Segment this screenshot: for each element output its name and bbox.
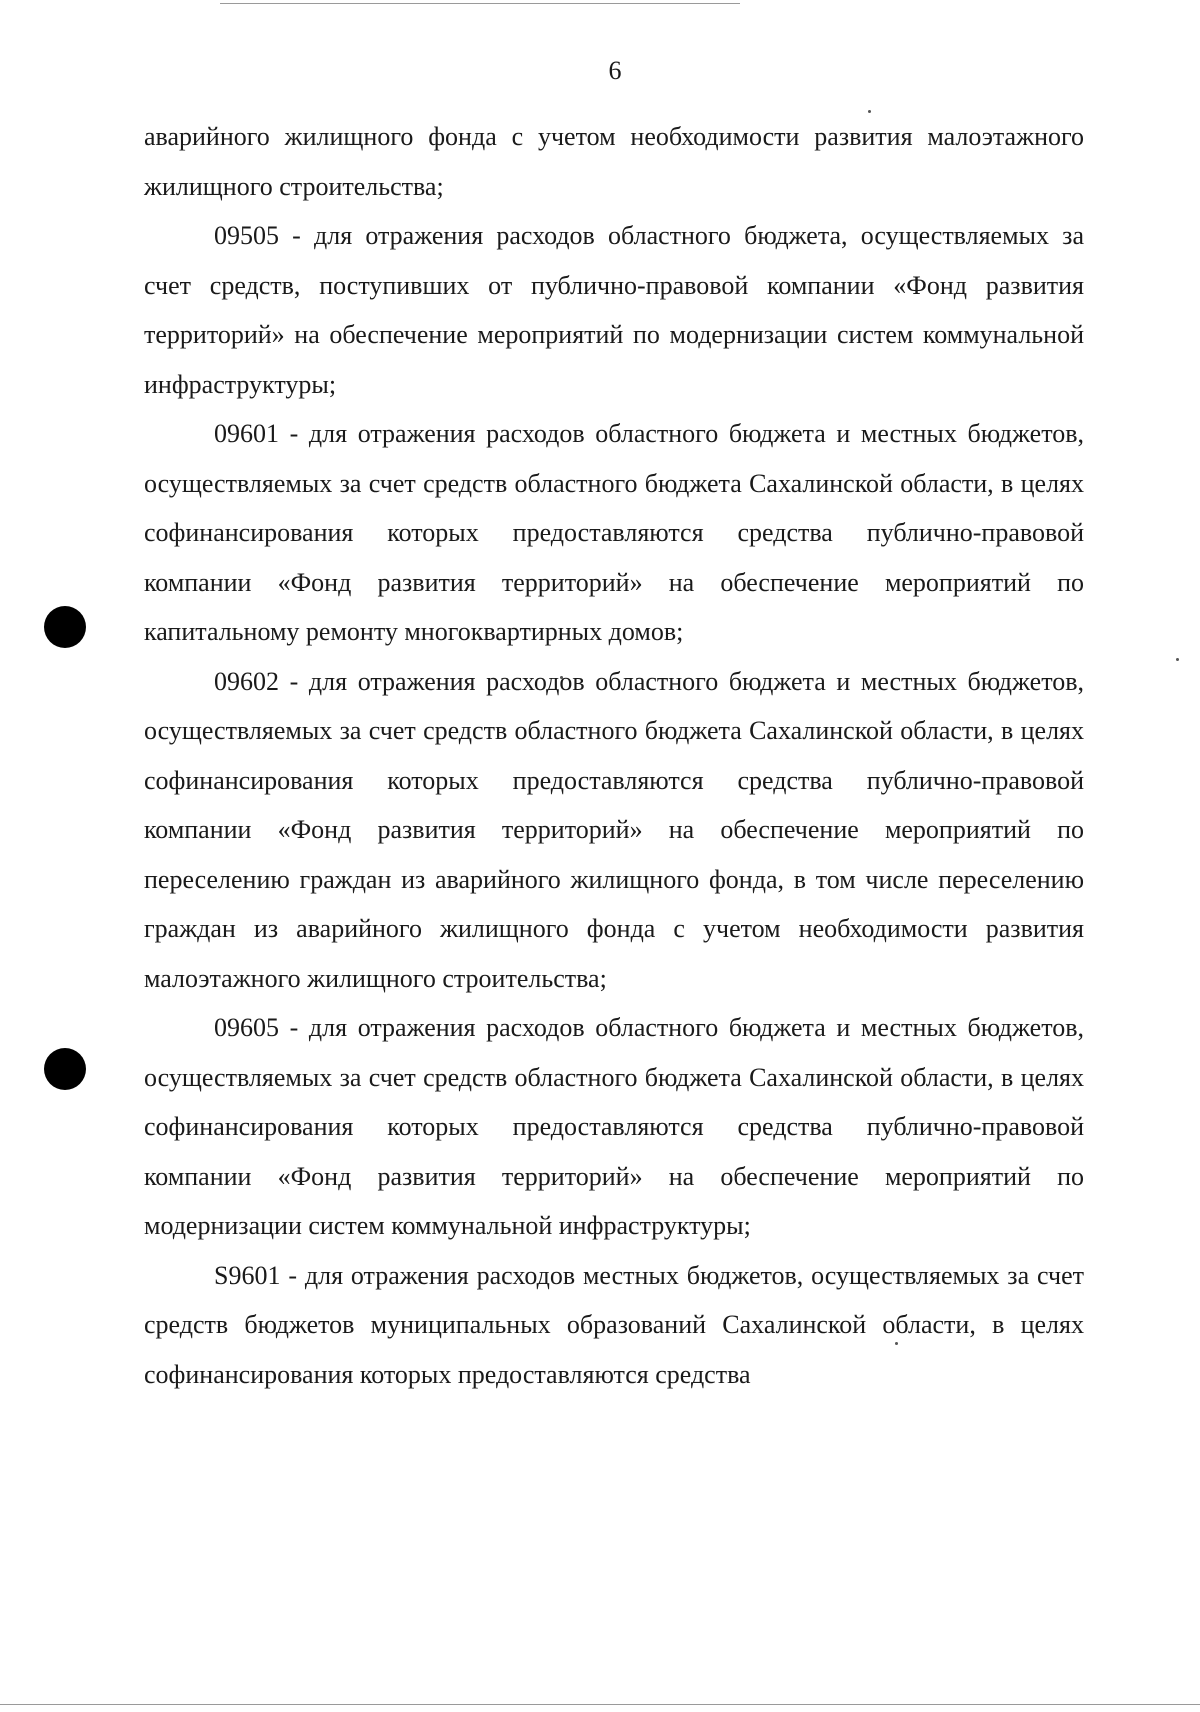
paragraph: аварийного жилищного фонда с учетом необходимости развития малоэтажного жилищного строительства; bbox=[144, 122, 1084, 201]
paragraph: 09605 - для отражения расходов областного бюджета и местных бюджетов, осуществляемых за счет средств областного бюджета Сахалинской области, в целях софинансирования которых предоставляются средства публично-правовой компании «Фонд развития территорий» на обеспечение мероприятий по модернизации систем коммунальной инфраструктуры; bbox=[144, 1013, 1084, 1240]
page-number: 6 bbox=[608, 56, 622, 85]
paragraph: S9601 - для отражения расходов местных бюджетов, осуществляемых за счет средств бюджетов муниципальных образований Сахалинской области, в целях софинансирования которых предоставляются средства bbox=[144, 1260, 1084, 1389]
punch-hole-lower bbox=[44, 1048, 86, 1090]
paragraph: 09602 - для отражения расходов областного бюджета и местных бюджетов, осуществляемых за счет средств областного бюджета Сахалинской области, в целях софинансирования которых предоставляются средства публично-правовой компании «Фонд развития территорий» на обеспечение мероприятий по переселению граждан из аварийного жилищного фонда, в том числе переселению граждан из аварийного жилищного фонда с учетом необходимости развития малоэтажного жилищного строительства; bbox=[144, 666, 1084, 993]
punch-hole-upper bbox=[44, 606, 86, 648]
document-body bbox=[144, 112, 1084, 1399]
scan-edge-top bbox=[220, 3, 740, 4]
paragraph: 09601 - для отражения расходов областного бюджета и местных бюджетов, осуществляемых за счет средств областного бюджета Сахалинской области, в целях софинансирования которых предоставляются средства публично-правовой компании «Фонд развития территорий» на обеспечение мероприятий по капитальному ремонту многоквартирных домов; bbox=[144, 419, 1084, 646]
paragraph: 09505 - для отражения расходов областного бюджета, осуществляемых за счет средств, поступивших от публично-правовой компании «Фонд развития территорий» на обеспечение мероприятий по модернизации систем коммунальной инфраструктуры; bbox=[144, 221, 1084, 399]
scan-edge-bottom bbox=[0, 1704, 1200, 1705]
scan-speck bbox=[1176, 658, 1179, 661]
